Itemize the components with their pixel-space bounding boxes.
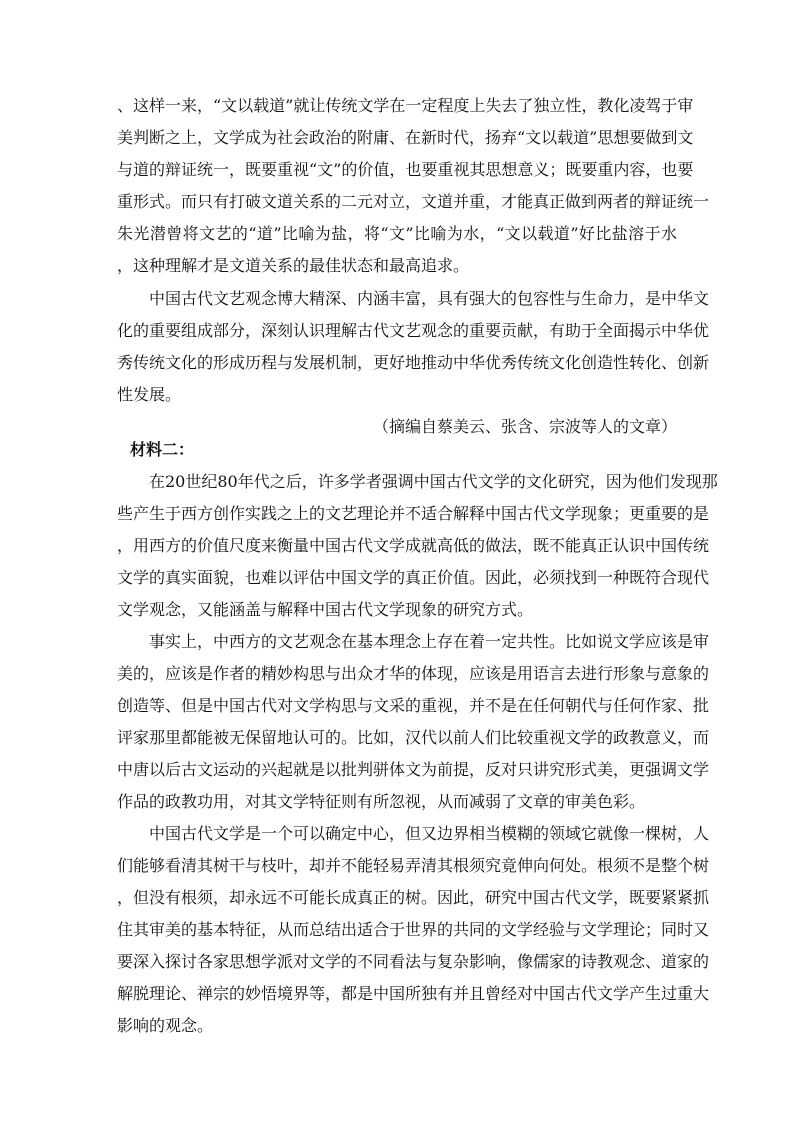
text-line: 文学的真实面貌，也难以评估中国文学的真正价值。因此，必须找到一种既符合现代	[117, 568, 710, 587]
text-line: 与道的辩证统一，既要重视“文”的价值，也要重视其思想意义；既要重内容，也要	[117, 160, 694, 179]
text-line: 解脱理论、禅宗的妙悟境界等，都是中国所独有并且曾经对中国古代文学产生过重大	[117, 984, 710, 1003]
text-line: 作品的政教功用，对其文学特征则有所忽视，从而减弱了文章的审美色彩。	[117, 792, 646, 811]
text-line: 中唐以后古文运动的兴起就是以批判骈体文为前提，反对只讲究形式美，更强调文学	[117, 760, 710, 779]
text-line: ，这种理解才是文道关系的最佳状态和最高追求。	[117, 256, 470, 275]
text-line: 美判断之上，文学成为社会政治的附庸、在新时代，扬弃“文以载道”思想要做到文	[117, 128, 694, 147]
text-line: 中国古代文学是一个可以确定中心，但又边界相当模糊的领域它就像一棵树，人	[149, 824, 710, 843]
source-citation: （摘编自蔡美云、张含、宗波等人的文章）	[372, 417, 677, 436]
text-line: ，但没有根须，却永远不可能长成真正的树。因此，研究中国古代文学，既要紧紧抓	[117, 888, 710, 907]
text-line: 秀传统文化的形成历程与发展机制，更好地推动中华优秀传统文化创造性转化、创新	[117, 353, 710, 372]
text-line: 们能够看清其树干与枝叶，却并不能轻易弄清其根须究竟伸向何处。根须不是整个树	[117, 856, 710, 875]
text-line: 事实上，中西方的文艺观念在基本理念上存在着一定共性。比如说文学应该是审	[149, 632, 710, 651]
text-line: 评家那里都能被无保留地认可的。比如，汉代以前人们比较重视文学的政教意义，而	[117, 728, 710, 747]
text-line: 些产生于西方创作实践之上的文艺理论并不适合解释中国古代文学现象；更重要的是	[117, 504, 710, 523]
text-line: 朱光潜曾将文艺的“道”比喻为盐，将“文”比喻为水，“文以载道”好比盐溶于水	[117, 224, 677, 243]
text-line: 重形式。而只有打破文道关系的二元对立，文道并重，才能真正做到两者的辩证统一	[117, 192, 710, 211]
text-line: 化的重要组成部分，深刻认识理解古代文艺观念的重要贡献，有助于全面揭示中华优	[117, 321, 710, 340]
text-line: 要深入探讨各家思想学派对文学的不同看法与复杂影响，像儒家的诗教观念、道家的	[117, 952, 710, 971]
text-line: 创造等、但是中国古代对文学构思与文采的重视，并不是在任何朝代与任何作家、批	[117, 696, 710, 715]
text-line: 中国古代文艺观念博大精深、内涵丰富，具有强大的包容性与生命力，是中华文	[149, 289, 710, 308]
text-line: ，用西方的价值尺度来衡量中国古代文学成就高低的做法，既不能真正认识中国传统	[117, 536, 710, 555]
text-line: 影响的观念。	[117, 1016, 214, 1035]
text-line: 美的，应该是作者的精妙构思与出众才华的体现，应该是用语言去进行形象与意象的	[117, 664, 710, 683]
text-line: 在20世纪80年代之后，许多学者强调中国古代文学的文化研究，因为他们发现那	[149, 472, 718, 491]
text-line: 住其审美的基本特征，从而总结出适合于世界的共同的文学经验与文学理论；同时又	[117, 920, 710, 939]
section-heading: 材料二：	[130, 440, 195, 459]
text-line: 性发展。	[117, 385, 182, 404]
text-line: 、这样一来，“文以载道”就让传统文学在一定程度上失去了独立性，教化凌驾于审	[117, 96, 694, 115]
text-line: 文学观念，又能涵盖与解释中国古代文学现象的研究方式。	[117, 600, 534, 619]
